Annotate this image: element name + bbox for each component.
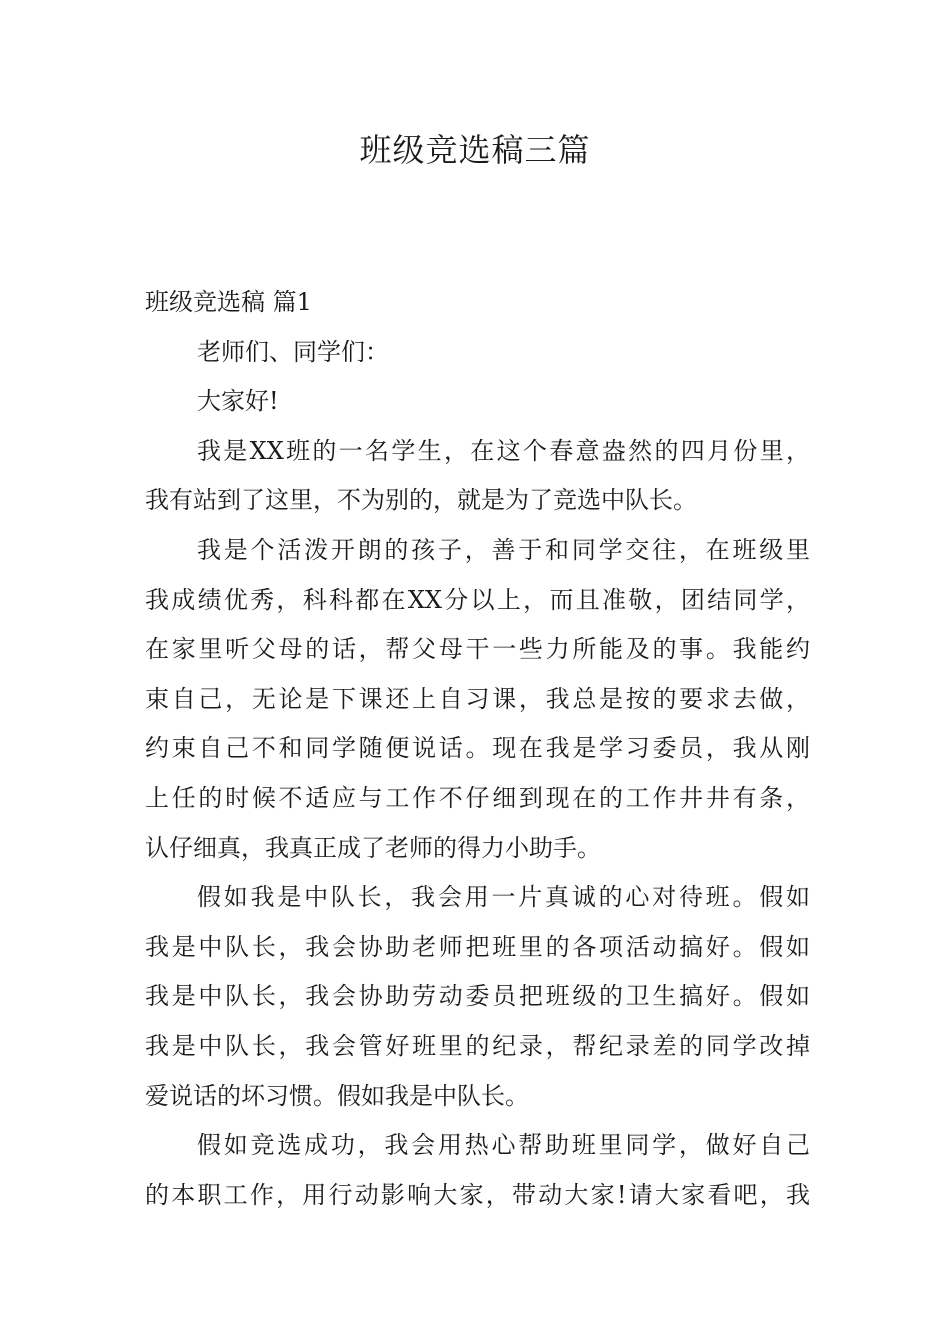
text-line: 我是中队长，我会协助老师把班里的各项活动搞好。假如 (145, 932, 810, 961)
document-title: 班级竞选稿三篇 (359, 131, 591, 169)
section-heading: 班级竞选稿 篇1 (145, 288, 312, 316)
text-line: 上任的时候不适应与工作不仔细到现在的工作井井有条， (145, 783, 810, 812)
text-line: 在家里听父母的话，帮父母干一些力所能及的事。我能约 (145, 635, 810, 664)
text-line: 我是中队长，我会管好班里的纪录，帮纪录差的同学改掉 (145, 1031, 810, 1060)
text-line: 假如我是中队长，我会用一片真诚的心对待班。假如 (197, 883, 810, 912)
text-line: 老师们、同学们： (197, 337, 389, 366)
text-line: 我是XX班的一名学生，在这个春意盎然的四月份里， (197, 436, 810, 465)
text-line: 假如竞选成功，我会用热心帮助班里同学，做好自己 (197, 1131, 810, 1160)
paragraph-lines (145, 328, 810, 1221)
text-line: 大家好! (197, 387, 279, 416)
text-line: 我有站到了这里，不为别的，就是为了竞选中队长。 (145, 486, 697, 515)
text-line: 约束自己不和同学随便说话。现在我是学习委员，我从刚 (145, 734, 810, 763)
text-line: 爱说话的坏习惯。假如我是中队长。 (145, 1081, 529, 1110)
text-line: 的本职工作，用行动影响大家，带动大家!请大家看吧，我 (145, 1180, 810, 1209)
document-body (145, 278, 810, 1220)
text-line: 认仔细真，我真正成了老师的得力小助手。 (145, 833, 601, 862)
text-line: 束自己，无论是下课还上自习课，我总是按的要求去做， (145, 684, 810, 713)
text-line: 我成绩优秀，科科都在XX分以上，而且准敬，团结同学， (145, 585, 810, 614)
text-line: 我是个活泼开朗的孩子，善于和同学交往，在班级里 (197, 535, 810, 564)
text-line: 我是中队长，我会协助劳动委员把班级的卫生搞好。假如 (145, 982, 810, 1011)
